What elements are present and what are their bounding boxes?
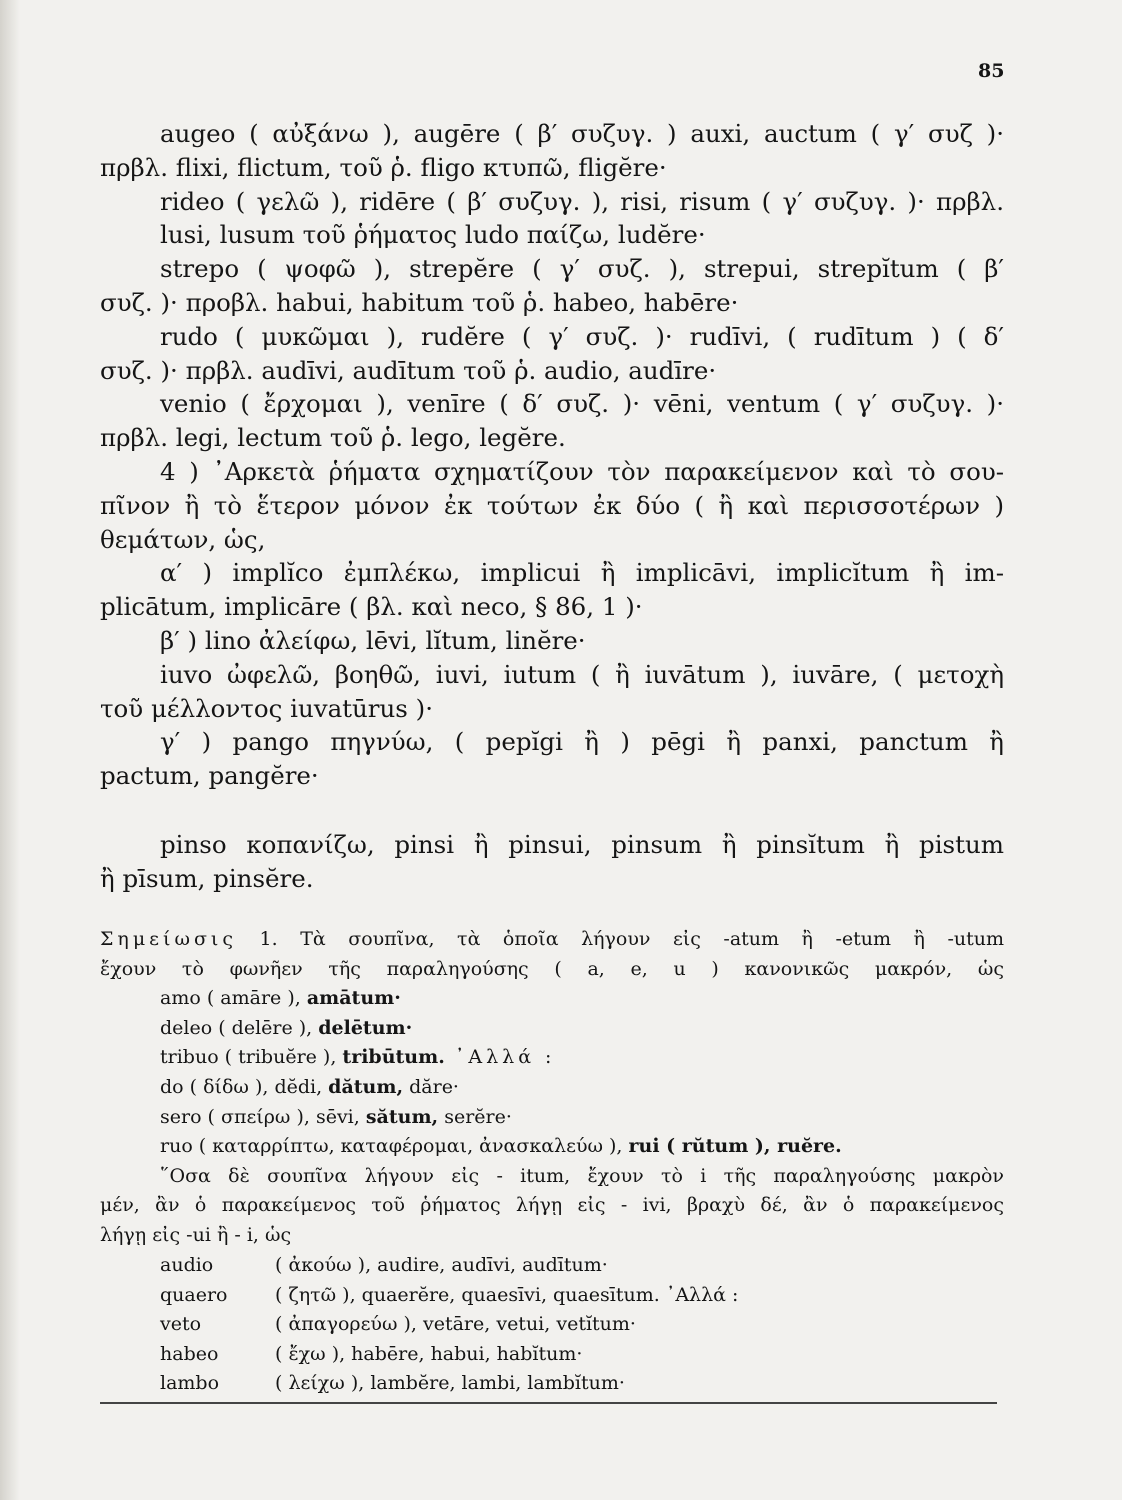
text-line: πρβλ. flixi, flictum, τοῦ ῥ. fligo κτυπῶ, fligĕre· (100, 152, 667, 182)
forms-cell: ( λείχω ), lambĕre, lambi, lambĭtum· (275, 1372, 625, 1395)
text-line: iuvo ὠφελῶ, βοηθῶ, iuvi, iutum ( ἢ iuvātum ), iuvāre, ( μετοχὴ (160, 659, 1004, 689)
text-line: λήγῃ εἰς -ui ἢ - i, ὡς (100, 1223, 292, 1246)
text-line: πῖνον ἢ τὸ ἕτερον μόνον ἐκ τούτων ἐκ δύο ( ἢ καὶ περισσοτέρων ) (100, 490, 1004, 520)
text-line: ἔχουν τὸ φωνῆεν τῆς παραληγούσης ( a, e, u ) κανονικῶς μακρόν, ὡς (100, 957, 1004, 980)
text-line: συζ. )· προβλ. habui, habitum τοῦ ῥ. habeo, habēre· (100, 287, 739, 317)
verb-cell: veto (160, 1313, 202, 1336)
text-line: lusi, lusum τοῦ ῥήματος ludo παίζω, ludĕre· (160, 220, 706, 250)
table-row (160, 1369, 738, 1399)
verb-table (160, 1251, 738, 1399)
note-label: Σημείωσις (100, 928, 238, 950)
forms-cell: ( ἔχω ), habēre, habui, habĭtum· (275, 1342, 583, 1365)
verb-cell: audio (160, 1254, 214, 1276)
table-row (160, 1340, 738, 1370)
text-line: ῞Οσα δὲ σουπῖνα λήγουν εἰς - itum, ἔχουν τὸ i τῆς παραληγούσης μακρὸν (160, 1164, 1004, 1187)
bottom-rule (100, 1402, 997, 1404)
forms-cell: ( ἀπαγορεύω ), vetāre, vetui, vetĭtum· (275, 1313, 636, 1336)
text-line: deleo ( delēre ), delētum· (160, 1016, 413, 1039)
text-line: do ( δίδω ), dĕdi, dătum, dăre· (160, 1075, 459, 1098)
text-line: γ′ ) pango πηγνύω, ( pepĭgi ἢ ) pēgi ἢ panxi, panctum ἢ (160, 727, 1004, 757)
text-line: μέν, ἂν ὁ παρακείμενος τοῦ ῥήματος λήγῃ εἰς - ivi, βραχὺ δέ, ἂν ὁ παρακείμενος (100, 1194, 1004, 1217)
text-line: ἢ pīsum, pinsĕre. (100, 863, 314, 893)
verb-examples-block (100, 117, 1004, 793)
forms-cell: ( ζητῶ ), quaerĕre, quaesīvi, quaesītum. ᾿Αλλά : (275, 1283, 739, 1306)
text-line: amo ( amāre ), amātum· (160, 987, 401, 1010)
text-line: strepo ( ψοφῶ ), strepĕre ( γ′ συζ. ), strepui, strepĭtum ( β′ (160, 254, 1004, 284)
text-line: β′ ) lino ἀλείφω, lēvi, lĭtum, linĕre· (160, 625, 586, 655)
verb-cell: quaero (160, 1283, 228, 1306)
page-gutter-shadow (0, 0, 20, 1500)
table-row (160, 1251, 738, 1281)
note-heading-line: Σημείωσις 1. Τὰ σουπῖνα, τὰ ὁποῖα λήγουν εἰς -atum ἢ -etum ἢ -utum (100, 928, 1004, 950)
page-number: 85 (978, 60, 1005, 82)
text-line: plicātum, implicāre ( βλ. καὶ neco, § 86, 1 )· (100, 592, 643, 622)
text-line: venio ( ἔρχομαι ), venīre ( δ′ συζ. )· vēni, ventum ( γ′ συζυγ. )· (160, 389, 1004, 419)
note-block (100, 925, 1004, 1251)
verb-cell: habeo (160, 1342, 219, 1365)
text-line: α′ ) implĭco ἐμπλέκω, implicui ἢ implicāvi, implicĭtum ἢ im- (160, 558, 1004, 588)
verb-cell: lambo (160, 1372, 220, 1395)
text-line: augeo ( αὐξάνω ), augēre ( β′ συζυγ. ) auxi, auctum ( γ′ συζ )· (160, 119, 1004, 148)
text-line: rideo ( γελῶ ), ridēre ( β′ συζυγ. ), risi, risum ( γ′ συζυγ. )· πρβλ. (160, 186, 1004, 216)
text-line: rudo ( μυκῶμαι ), rudĕre ( γ′ συζ. )· rudīvi, ( rudītum ) ( δ′ (160, 321, 1004, 351)
text-line: pactum, pangĕre· (100, 761, 319, 791)
text-line: pinso κοπανίζω, pinsi ἢ pinsui, pinsum ἢ pinsĭtum ἢ pistum (160, 830, 1004, 859)
forms-cell: ( ἀκούω ), audire, audīvi, audītum· (275, 1254, 608, 1276)
text-line: τοῦ μέλλοντος iuvatūrus )· (100, 693, 433, 723)
text-line: tribuo ( tribuĕre ), tribūtum. ᾿Αλλά : (160, 1046, 556, 1069)
text-line: 4 ) ᾿Αρκετὰ ῥήματα σχηματίζουν τὸν παρακείμενον καὶ τὸ σου- (160, 456, 1004, 486)
text-line: sero ( σπείρω ), sēvi, sătum, serĕre· (160, 1105, 512, 1128)
text-line: πρβλ. legi, lectum τοῦ ῥ. lego, legĕre. (100, 423, 566, 453)
table-row (160, 1281, 738, 1311)
pinso-block (100, 828, 1004, 896)
text-line: ruo ( καταρρίπτω, καταφέρομαι, ἀνασκαλεύω ), rui ( rŭtum ), ruĕre. (160, 1135, 842, 1158)
table-row (160, 1310, 738, 1340)
text-line: θεμάτων, ὡς, (100, 524, 266, 554)
text-line: συζ. )· πρβλ. audīvi, audītum τοῦ ῥ. audio, audīre· (100, 355, 717, 385)
